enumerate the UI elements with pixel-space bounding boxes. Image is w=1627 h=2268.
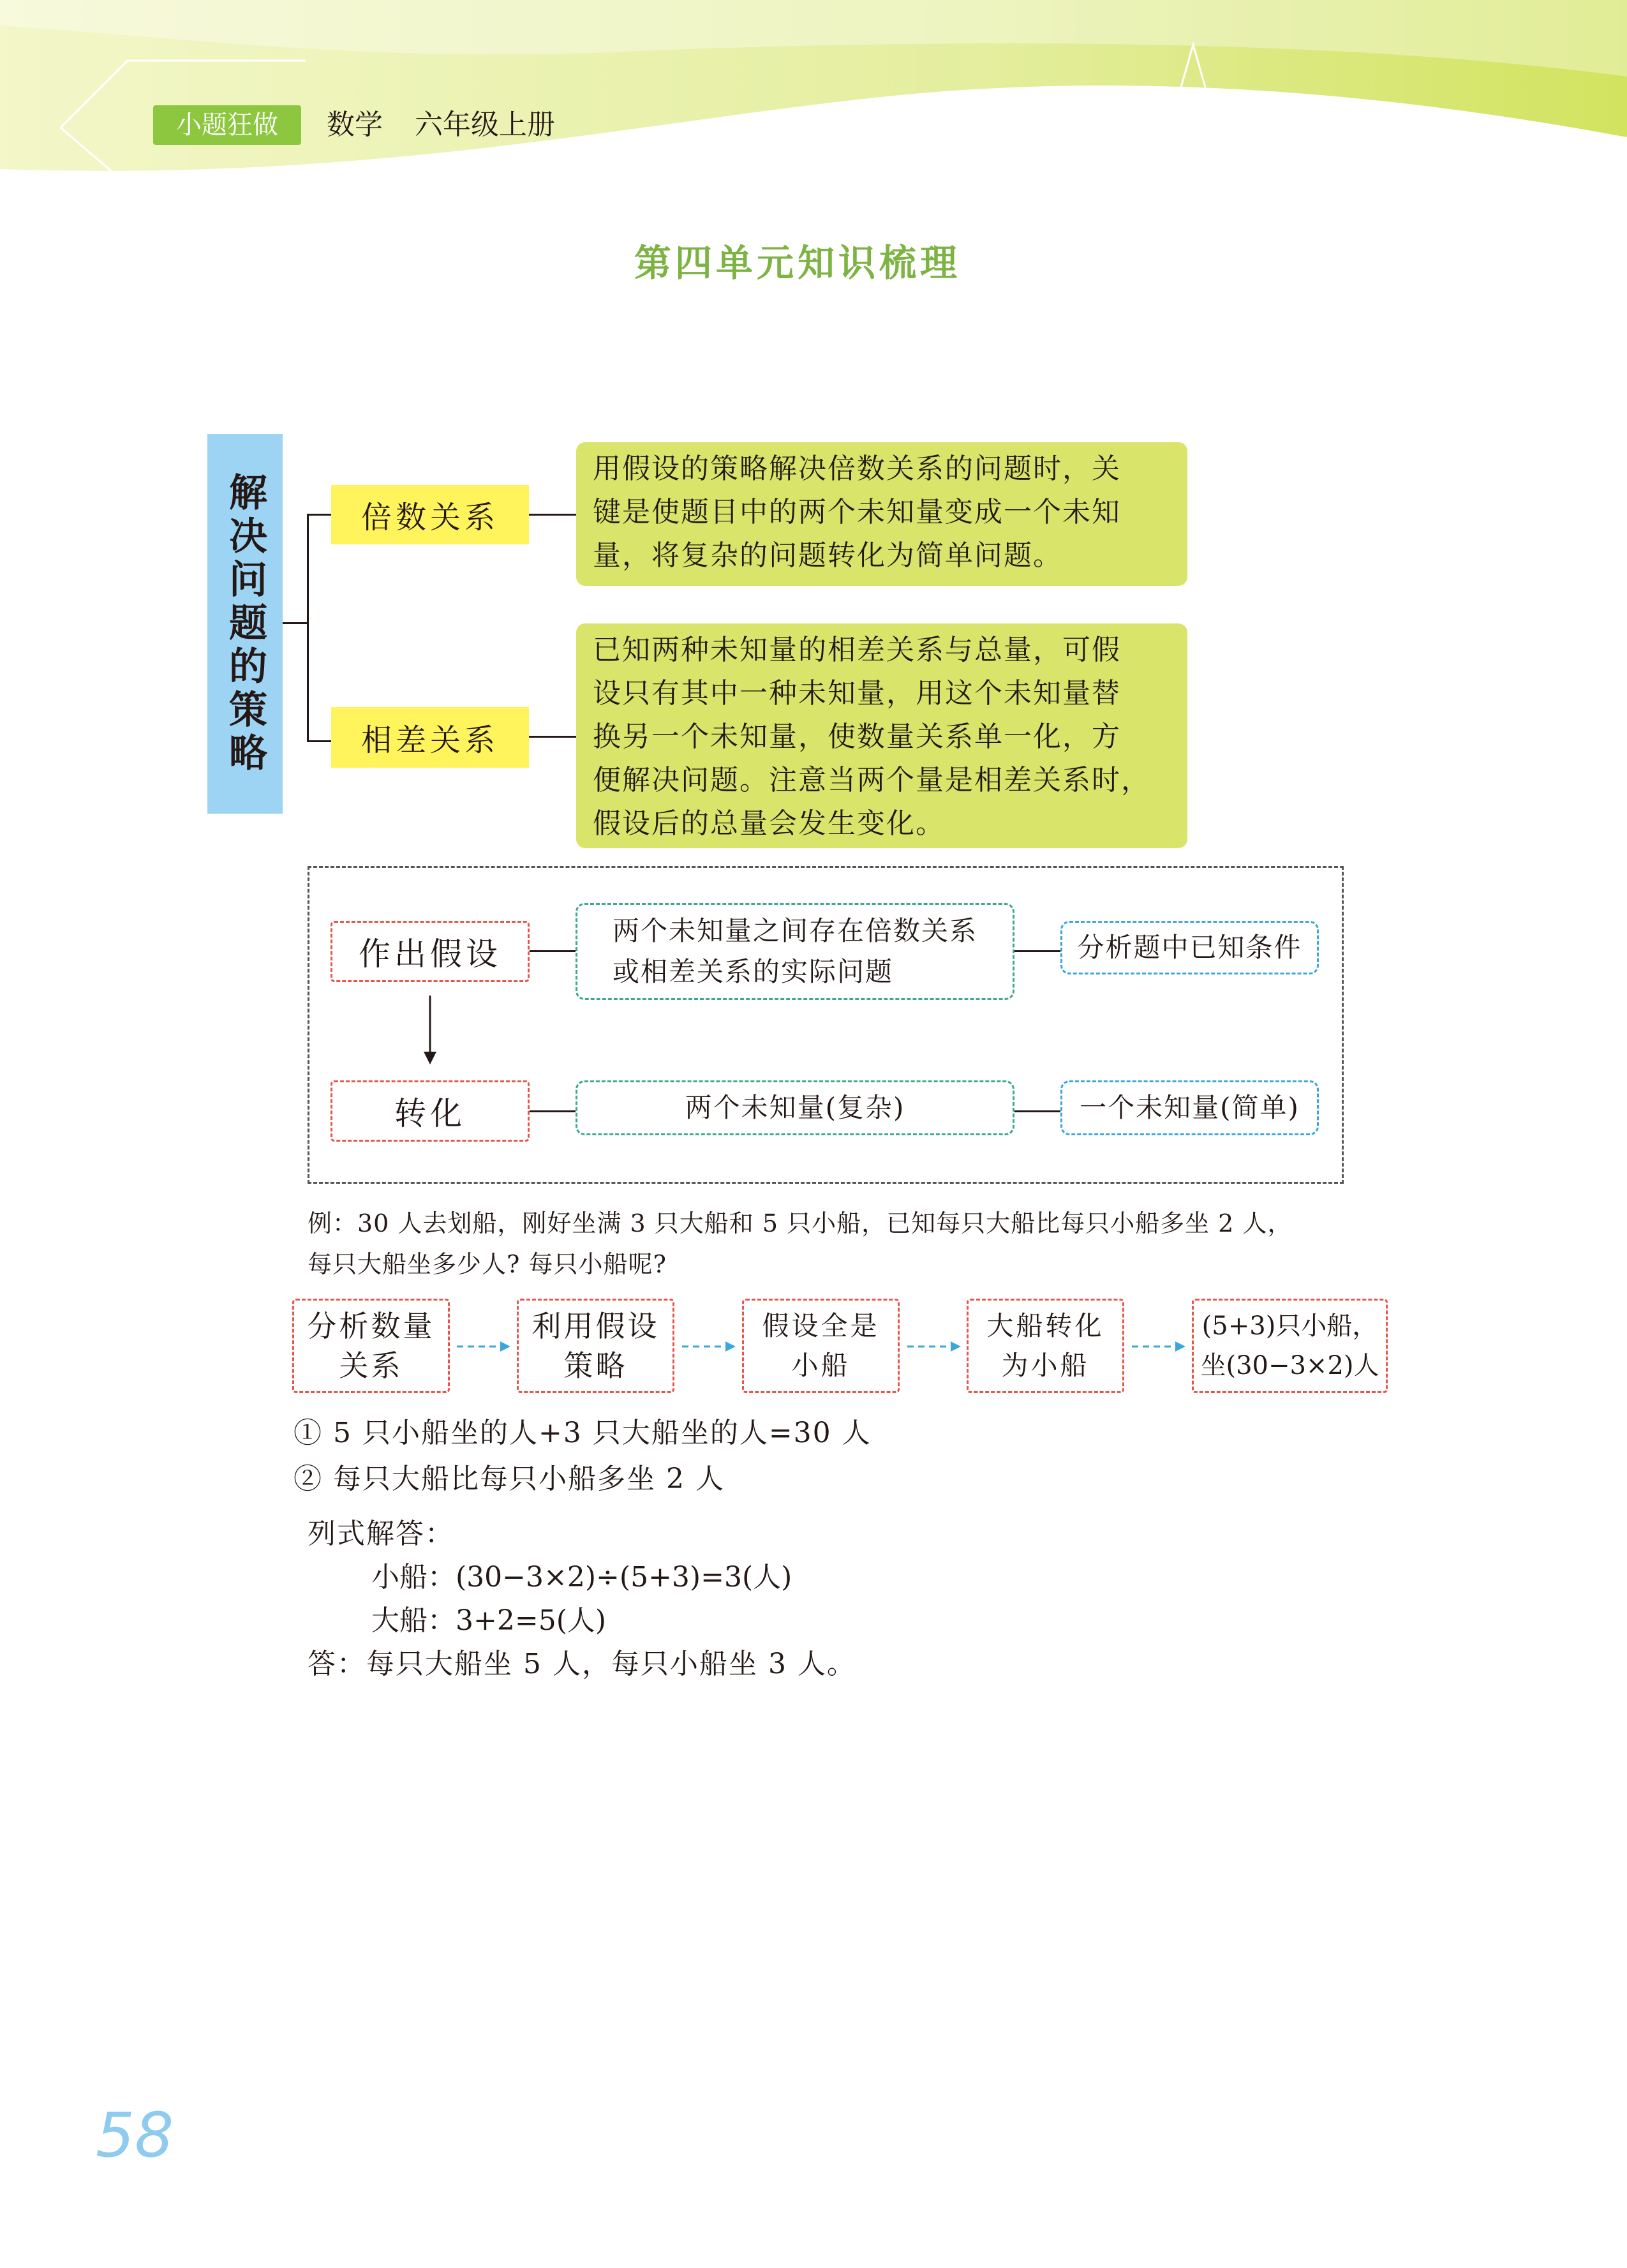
- example-step-3: 假设全是 小船: [742, 1299, 900, 1393]
- connector-line: [307, 514, 309, 742]
- difference-relation-description: 已知两种未知量的相差关系与总量，可假 设只有其中一种未知量，用这个未知量替 换另一个未知量，使数量关系单一化，方 便解决问题。注意当两个量是相差关系时， 假设后的总量会发生变化。: [576, 623, 1187, 848]
- subject-label: 数学: [327, 108, 383, 141]
- example-step-2: 利用假设 策略: [517, 1299, 674, 1393]
- one-unknown-box: 一个未知量(简单): [1060, 1080, 1319, 1135]
- connector-line: [530, 950, 576, 952]
- series-badge: 小题狂做: [153, 105, 301, 145]
- header-wave-background: [0, 0, 1627, 204]
- example-step-1: 分析数量 关系: [292, 1299, 450, 1393]
- grade-label: 六年级上册: [415, 108, 555, 141]
- assumption-problem-box: 两个未知量之间存在倍数关系 或相差关系的实际问题: [576, 903, 1014, 1000]
- analyze-conditions-box: 分析题中已知条件: [1060, 921, 1319, 974]
- branch-difference-relation: 相差关系: [331, 707, 529, 768]
- example-step-5: (5+3)只小船， 坐(30−3×2)人: [1192, 1299, 1388, 1393]
- down-arrow-icon: [419, 996, 442, 1066]
- page-title: 第四单元知识梳理: [634, 241, 961, 285]
- two-unknowns-box: 两个未知量(复杂): [576, 1080, 1014, 1135]
- example-answer: 答：每只大船坐 5 人，每只小船坐 3 人。: [308, 1648, 856, 1680]
- dashed-arrow-icon: [905, 1339, 962, 1354]
- multiple-relation-description: 用假设的策略解决倍数关系的问题时，关 键是使题目中的两个未知量变成一个未知 量，将复杂的问题转化为简单问题。: [576, 442, 1187, 586]
- solution-label: 列式解答：: [308, 1518, 454, 1550]
- example-step-4: 大船转化 为小船: [967, 1299, 1124, 1393]
- calc-small-boat: 小船：(30−3×2)÷(5+3)=3(人): [371, 1561, 792, 1593]
- step-transform: 转化: [331, 1080, 530, 1142]
- connector-line: [530, 1110, 576, 1112]
- dashed-arrow-icon: [1129, 1339, 1187, 1354]
- connector-line: [529, 736, 577, 738]
- mindmap-root: 解决问题的策略: [207, 434, 283, 814]
- calc-big-boat: 大船：3+2=5(人): [371, 1604, 607, 1637]
- connector-line: [307, 514, 331, 516]
- connector-line: [1014, 1110, 1060, 1112]
- page-number: 58: [96, 2100, 174, 2171]
- step-make-assumption: 作出假设: [331, 921, 530, 982]
- example-question: 例：30 人去划船，刚好坐满 3 只大船和 5 只小船，已知每只大船比每只小船多坐 2 人， 每只大船坐多少人? 每只小船呢?: [308, 1209, 1293, 1278]
- dashed-arrow-icon: [680, 1339, 737, 1354]
- branch-multiple-relation: 倍数关系: [331, 485, 529, 544]
- connector-line: [1014, 950, 1060, 952]
- connector-line: [283, 622, 308, 624]
- connector-line: [529, 514, 577, 516]
- dashed-arrow-icon: [454, 1339, 512, 1354]
- connector-line: [307, 740, 331, 742]
- example-facts: ① 5 只小船坐的人+3 只大船坐的人=30 人 ② 每只大船比每只小船多坐 2 人: [293, 1417, 872, 1495]
